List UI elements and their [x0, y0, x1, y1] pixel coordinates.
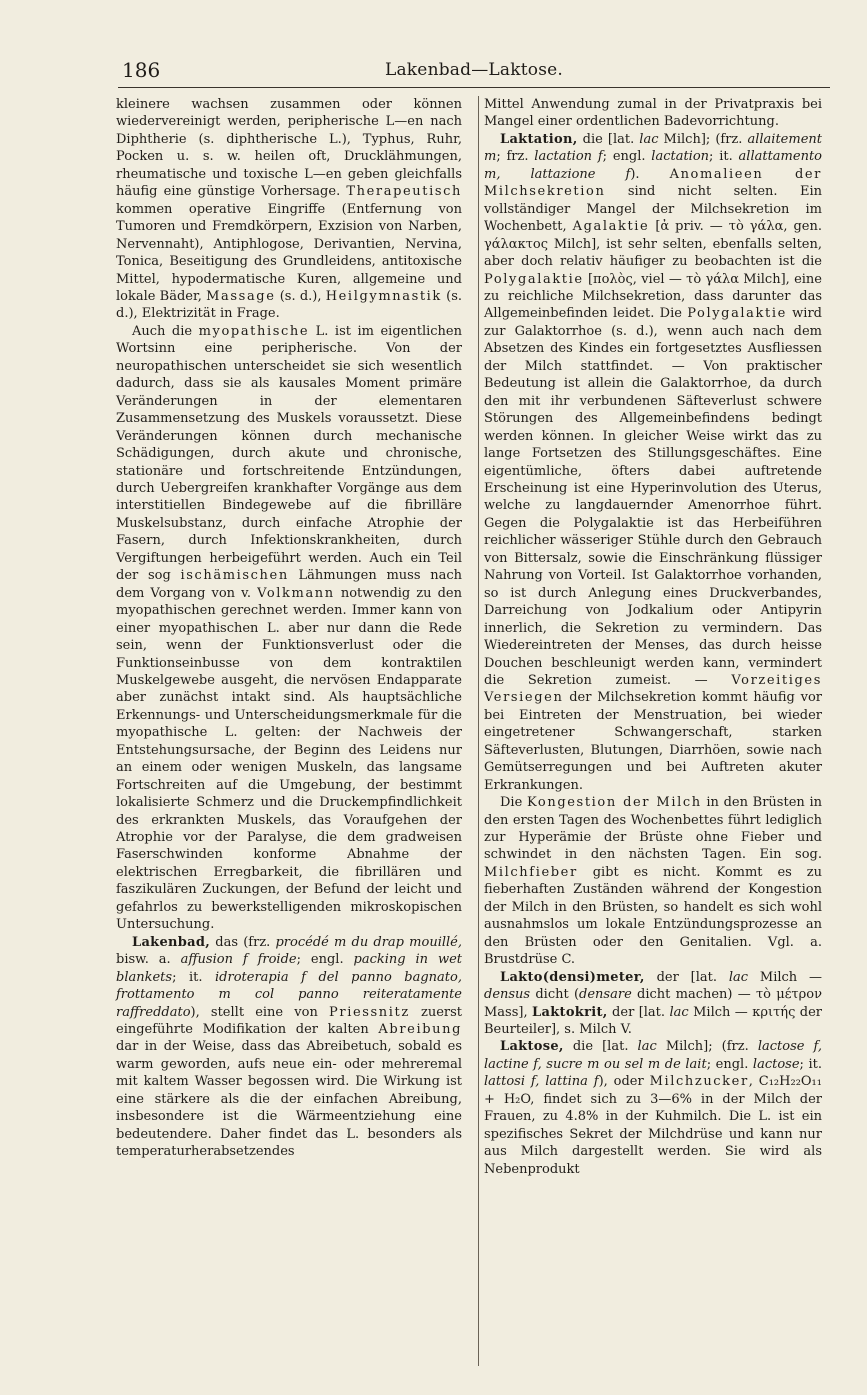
- text-run: ; it.: [799, 1056, 823, 1072]
- paragraph-kongestion: [484, 794, 822, 969]
- paragraph-lahmung-prognosis: [116, 96, 462, 323]
- spaced-term: Massage: [206, 288, 276, 304]
- italic-term: lac: [639, 131, 659, 147]
- text-run: Milch — κριτής der Beurteiler], s. Milch V.: [484, 1004, 823, 1038]
- text-run: gibt es nicht. Kommt es zu fieberhaften Zuständen während der Kongestion der Milch in den Brüsten, so handelt es sich wohl ausnahmslos um lokale Entzündungsprozesse an den Brüsten oder den Genitalien. Vgl. a. Brustdrüse C.: [484, 864, 822, 968]
- italic-term: densare: [579, 987, 632, 1003]
- text-run: Milch —: [748, 969, 823, 985]
- text-run: Auch die: [132, 323, 199, 339]
- spaced-term: Anomalieen der Milchsekretion: [484, 166, 822, 200]
- text-run: ; it.: [709, 149, 739, 165]
- text-run: wird zur Galaktorrhoe (s. d.), wenn auch nach dem Absetzen des Kindes ein fortgesetztes Ausfliessen der Milch stattfindet. — Von praktischer Bedeutung ist allein die Galaktorrhoe, da durch den mit ihr verbundenen Säfteverlust schwere Störungen des Allgemeinbefindens bedingt werden können. In gleicher Weise wirkt das zu lange Fortsetzen des Stillungsgeschäftes. Eine eigentümliche, öfters dabei auftretende Erscheinung ist eine Hyperinvolution des Uterus, welche zu langdauernder Amenorrhoe führt. Gegen die Polygalaktie ist das Herbeiführen reichlicher wässeriger Stühle durch den Gebrauch von Bittersalz, sowie die Einschränkung flüssiger Nahrung von Vorteil. Ist Galaktorrhoe vorhanden, so ist durch Anlegung eines Druckverbandes, Darreichung von Jodkalium oder Antipyrin innerlich, die Sekretion zu vermindern. Das Wiedereintreten der Menses, das durch heisse Douchen beschleunigt werden kann, vermindert die Sekretion zumeist. —: [484, 306, 822, 688]
- page-header: [118, 56, 830, 86]
- text-run: ; it.: [172, 969, 215, 985]
- italic-term: lactose: [752, 1056, 800, 1072]
- spaced-term: myopathische: [198, 323, 310, 339]
- lemma-headword: Laktokrit,: [532, 1004, 608, 1020]
- italic-term: lac: [637, 1039, 657, 1055]
- text-run: der [lat.: [607, 1004, 670, 1020]
- italic-term: idroterapia f del panno bagnato, frottamento m col panno reiteratamente raffreddato: [116, 969, 462, 1020]
- paragraph-myopathische-lahmung: [116, 323, 462, 934]
- text-run: ; frz.: [496, 149, 535, 165]
- spaced-term: Priessnitz: [329, 1004, 410, 1020]
- text-run: ).: [630, 166, 670, 182]
- text-run: ; engl.: [706, 1056, 753, 1072]
- text-run: bisw. a.: [116, 952, 181, 968]
- text-run: Die: [500, 795, 527, 811]
- text-run: ), stellt eine von: [190, 1004, 330, 1020]
- spaced-term: Milchfieber: [484, 864, 578, 880]
- spaced-term: Volkmann: [257, 585, 335, 601]
- text-run: zuerst eingeführte Modifikation der kalten: [116, 1004, 462, 1038]
- italic-term: packing in wet blankets: [116, 952, 462, 985]
- text-run: [πολὸς, viel — τὸ γάλα Milch], eine zu reichliche Milchsekretion, dass darunter das Allgemeinbefinden leidet. Die: [484, 271, 822, 322]
- text-run: ; engl.: [296, 952, 354, 968]
- text-run: notwendig zu den myopathischen gerechnet werden. Immer kann von einer myopathischen L. aber nur dann die Rede sein, wenn der Funktionsverlust oder die Funktionseinbusse von dem kontraktilen Muskelgewebe ausgeht, die nervösen Endapparate aber zunächst intakt sind. Als hauptsächliche Erkennungs- und Unterscheidungsmerkmale für die myopathische L. gelten: der Nachweis der Entstehungsursache, der Beginn des Leidens nur an einem oder wenigen Muskeln, das langsame Fortschreiten auf die Umgebung, der bestimmt lokalisierte Schmerz und die Druckempfindlichkeit des erkrankten Muskels, das Voraufgehen der Atrophie vor der Paralyse, die dem gradweisen Faserschwinden konforme Abnahme der elektrischen Erregbarkeit, die fibrillären und faszikulären Zuckungen, der Befund der leicht und gefahrlos zu bewerkstelligenden mikroskopischen Untersuchung.: [116, 585, 462, 933]
- italic-term: lactation: [651, 149, 710, 165]
- page-number: 186: [122, 58, 161, 82]
- running-head: Lakenbad—Laktose.: [384, 60, 563, 80]
- italic-term: allaitement m: [484, 131, 822, 165]
- italic-term: lactation f: [534, 149, 603, 165]
- header-rule: [118, 87, 830, 88]
- spaced-term: Vorzeitiges Versiegen: [484, 672, 822, 706]
- spaced-term: Polygalaktie: [687, 306, 787, 322]
- text-run: Milch]; (frz.: [658, 131, 748, 147]
- text-run: dicht machen) — τὸ μέτρον Mass],: [484, 987, 822, 1020]
- lemma-headword: Lakenbad,: [132, 934, 211, 950]
- lemma-headword: Laktose,: [500, 1039, 564, 1055]
- text-run: ), oder: [598, 1074, 650, 1090]
- text-run: Milch]; (frz.: [656, 1039, 758, 1055]
- spaced-term: Polygalaktie: [484, 271, 584, 287]
- text-run: (s. d.), Elektrizität in Frage.: [116, 288, 462, 322]
- spaced-term: Kongestion der Milch: [526, 795, 702, 811]
- text-run: dar in der Weise, dass das Abreibetuch, sobald es warm geworden, aufs neue ein- oder mehreremal mit kaltem Wasser begossen wird. Die Wirkung ist eine stärkere als die der einfachen Abreibung, insbesondere ist die Wärmeentziehung eine bedeutendere. Daher findet das L. besonders als temperaturherabsetzendes: [116, 1039, 462, 1160]
- text-run: Lähmungen muss nach dem Vorgang von v.: [116, 568, 462, 601]
- lemma-headword: Laktation,: [500, 131, 578, 147]
- italic-term: lac: [728, 969, 749, 985]
- left-column: [116, 96, 462, 1161]
- entry-lakenbad: [116, 934, 462, 1161]
- italic-term: affusion f froide: [180, 952, 297, 968]
- text-run: in den Brüsten in den ersten Tagen des Wochenbettes führt lediglich zur Hyperämie der Brüste ohne Fieber und schwindet in den nächsten Tagen. Ein sog.: [484, 795, 822, 863]
- italic-term: procédé m du drap mouillé,: [275, 934, 462, 950]
- text-run: kommen operative Eingriffe (Entfernung von Tumoren und Fremdkörpern, Exzision von Narben, Nervennaht), Antiphlogose, Derivantien, Nervina, Tonica, Beseitigung des Grundleidens, antitoxische Mittel, hypodermatische Kuren, allgemeine und lokale Bäder,: [116, 201, 462, 304]
- column-divider: [478, 96, 479, 1366]
- text-run: die [lat.: [563, 1039, 638, 1055]
- entry-laktation: [484, 131, 822, 794]
- italic-term: lac: [669, 1004, 689, 1020]
- entry-laktodensimeter: [484, 969, 822, 1039]
- text-run: [ἀ priv. — τὸ γάλα, gen. γάλακτος Milch], ist sehr selten, ebenfalls selten, aber doch relativ häufiger zu beobachten ist die: [484, 219, 822, 270]
- italic-term: lactose f, lactine f, sucre m ou sel m de lait: [484, 1039, 823, 1072]
- right-column: [484, 96, 822, 1178]
- text-run: dicht (: [530, 987, 580, 1003]
- spaced-term: Heilgymnastik: [325, 288, 442, 304]
- text-run: ; engl.: [602, 149, 652, 165]
- spaced-term: ischämischen: [180, 568, 289, 584]
- text-run: die [lat.: [577, 131, 640, 147]
- spaced-term: Abreibung: [378, 1022, 462, 1038]
- italic-term: allattamento m, lattazione f: [484, 149, 822, 182]
- paragraph-lakenbad-continued: [484, 96, 822, 131]
- italic-term: lattosi f, lattina f: [484, 1074, 599, 1090]
- spaced-term: Agalaktie: [572, 219, 650, 235]
- text-run: L. ist im eigentlichen Wortsinn eine peripherische. Von der neuropathischen unterscheidet sie sich wesentlich dadurch, dass sie als kausales Moment primäre Veränderungen in der elementaren Zusammensetzung des Muskels voraussetzt. Diese Veränderungen können durch mechanische Schädigungen, durch akute und chronische, stationäre und fortschreitende Entzündungen, durch Uebergreifen krankhafter Vorgänge aus dem interstitiellen Bindegewebe auf die fibrilläre Muskelsubstanz, durch einfache Atrophie der Fasern, durch Infektionskrankheiten, durch Vergiftungen herbeigeführt werden. Auch ein Teil der sog: [116, 323, 462, 584]
- text-run: das (frz.: [210, 934, 276, 950]
- text-run: , C₁₂H₂₂O₁₁ + H₂O, findet sich zu 3—6% in der Milch der Frauen, zu 4.8% in der Kuhmilch. Die L. ist ein spezifisches Sekret der Milchdrüse und kann nur aus Milch dargestellt werden. Sie wird als Nebenprodukt: [484, 1074, 822, 1177]
- text-run: (s. d.),: [275, 288, 326, 304]
- spaced-term: Milchzucker: [649, 1074, 749, 1090]
- text-run: der Milchsekretion kommt häufig vor bei Eintreten der Menstruation, bei wieder eingetretener Schwangerschaft, starken Säfteverlusten, Blutungen, Diarrhöen, sowie nach Gemütserregungen und bei Auftreten akuter Erkrankungen.: [484, 690, 822, 793]
- text-run: kleinere wachsen zusammen oder können wiedervereinigt werden, peripherische L—en nach Diphtherie (s. diphtherische L.), Typhus, Ruhr, Pocken u. s. w. heilen oft, Drucklähmungen, rheumatische und toxische L—en geben gleichfalls häufig eine günstige Vorhersage.: [116, 97, 462, 200]
- spaced-term: Therapeutisch: [346, 184, 462, 200]
- lemma-headword: Lakto(densi)meter,: [500, 969, 645, 985]
- entry-laktose: [484, 1038, 822, 1178]
- italic-term: densus: [484, 987, 531, 1003]
- text-run: der [lat.: [644, 969, 729, 985]
- text-run: Mittel Anwendung zumal in der Privatpraxis bei Mangel einer ordentlichen Badevorrichtung.: [484, 97, 822, 130]
- text-run: sind nicht selten. Ein vollständiger Mangel der Milchsekretion im Wochenbett,: [484, 184, 822, 235]
